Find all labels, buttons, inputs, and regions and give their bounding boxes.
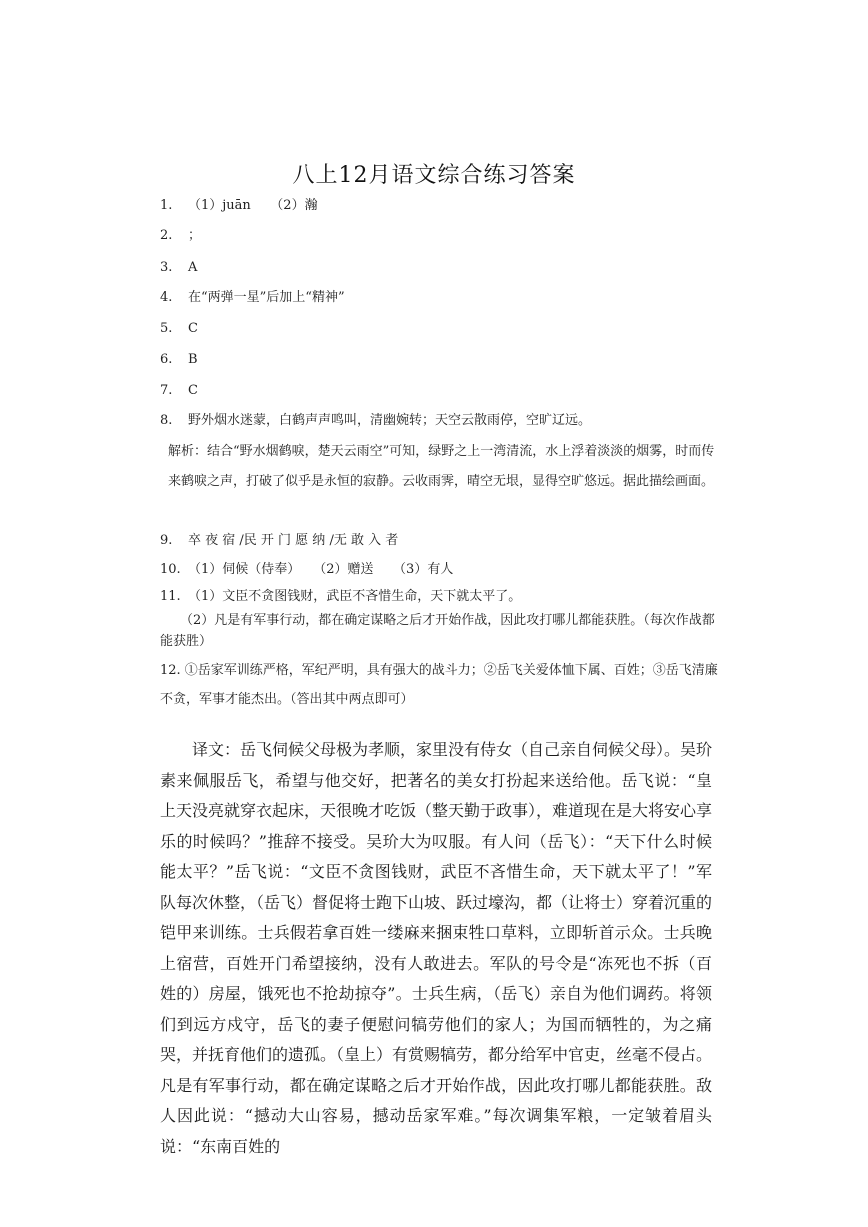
answer-number: 3. (160, 260, 173, 275)
answer-text: B (188, 352, 198, 367)
document-title: 八上12月语文综合练习答案 (292, 163, 576, 188)
answer-3 (160, 258, 197, 278)
answer-6 (160, 350, 198, 370)
answer-10 (160, 560, 453, 580)
answer-number: 11. (160, 589, 181, 604)
answer-text: （1）文臣不贪图钱财，武臣不吝惜生命，天下就太平了。 (188, 589, 522, 604)
answer-8 (160, 411, 591, 431)
answer-12: 12. ①岳家军训练严格，军纪严明，具有强大的战斗力；②岳飞关爱体恤下属、百姓；③岳飞清廉不贪，军事才能杰出。（答出其中两点即可） (160, 663, 718, 707)
answer-7 (160, 381, 198, 401)
answer-text: C (188, 321, 198, 336)
answer-4 (160, 288, 345, 308)
answer-text: ； (188, 228, 202, 243)
answer-number: 10. (160, 562, 181, 577)
answer-1 (160, 196, 318, 216)
answer-number: 1. (160, 198, 173, 213)
answer-number: 8. (160, 413, 173, 428)
answer-text: A (188, 260, 198, 275)
answer-number: 4. (160, 290, 173, 305)
answer-number: 9. (160, 533, 173, 548)
answer-number: 5. (160, 321, 173, 336)
answer-8-analysis: 解析：结合“野水烟鹤唳，楚天云雨空”可知，绿野之上一湾清流，水上浮着淡淡的烟雾，时而传来鹤唳之声，打破了似乎是永恒的寂静。云收雨霁，晴空无垠，显得空旷悠远。据此描绘画面。 (168, 444, 715, 489)
answer-2 (160, 226, 201, 246)
answer-text: 在“两弹一星”后加上“精神” (188, 290, 345, 305)
answer-text: （1）juān （2）瀚 (188, 198, 318, 213)
answer-text: 卒 夜 宿 /民 开 门 愿 纳 /无 敢 入 者 (188, 533, 399, 548)
answer-text: 野外烟水迷蒙，白鹤声声鸣叫，清幽婉转；天空云散雨停，空旷辽远。 (188, 413, 592, 428)
translation-paragraph (160, 735, 712, 1162)
translation-text: 译文：岳飞伺候父母极为孝顺，家里没有侍女（自己亲自伺候父母）。吴玠素来佩服岳飞，希望与他交好，把著名的美女打扮起来送给他。岳飞说：“皇上天没亮就穿衣起床，天很晚才吃饭（整天勤于政事），难道现在是大将安心享乐的时候吗？”推辞不接受。吴玠大为叹服。有人问（岳飞）：“天下什么时候能太平？”岳飞说：“文臣不贪图钱财，武臣不吝惜生命，天下就太平了！”军队每次休整，（岳飞）督促将士跑下山坡、跃过壕沟，都（让将士）穿着沉重的铠甲来训练。士兵假若拿百姓一缕麻来捆束牲口草料，立即斩首示众。士兵晚上宿营，百姓开门希望接纳，没有人敢进去。军队的号令是“冻死也不拆（百姓的）房屋，饿死也不抢劫掠夺”。士兵生病，（岳飞）亲自为他们调药。将领们到远方戍守，岳飞的妻子便慰问犒劳他们的家人；为国而牺牲的，为之痛哭，并抚育他们的遗孤。（皇上）有赏赐犒劳，都分给军中官吏，丝毫不侵占。凡是有军事行动，都在确定谋略之后才开始作战，因此攻打哪儿都能获胜。敌人因此说：“撼动大山容易，撼动岳家军难。”每次调集军粮，一定皱着眉头说：“东南百姓的 (160, 740, 713, 1156)
answer-number: 7. (160, 383, 173, 398)
answer-text: C (188, 383, 198, 398)
answer-11-part2: （2）凡是有军事行动，都在确定谋略之后才开始作战，因此攻打哪儿都能获胜。（每次作战都能获胜） (160, 613, 715, 649)
answer-5 (160, 319, 198, 339)
answer-number: 6. (160, 352, 173, 367)
answer-number: 2. (160, 228, 173, 243)
answer-9 (160, 531, 398, 551)
answer-text: （1）伺候（侍奉） （2）赠送 （3）有人 (188, 562, 454, 577)
answer-11 (160, 587, 521, 607)
